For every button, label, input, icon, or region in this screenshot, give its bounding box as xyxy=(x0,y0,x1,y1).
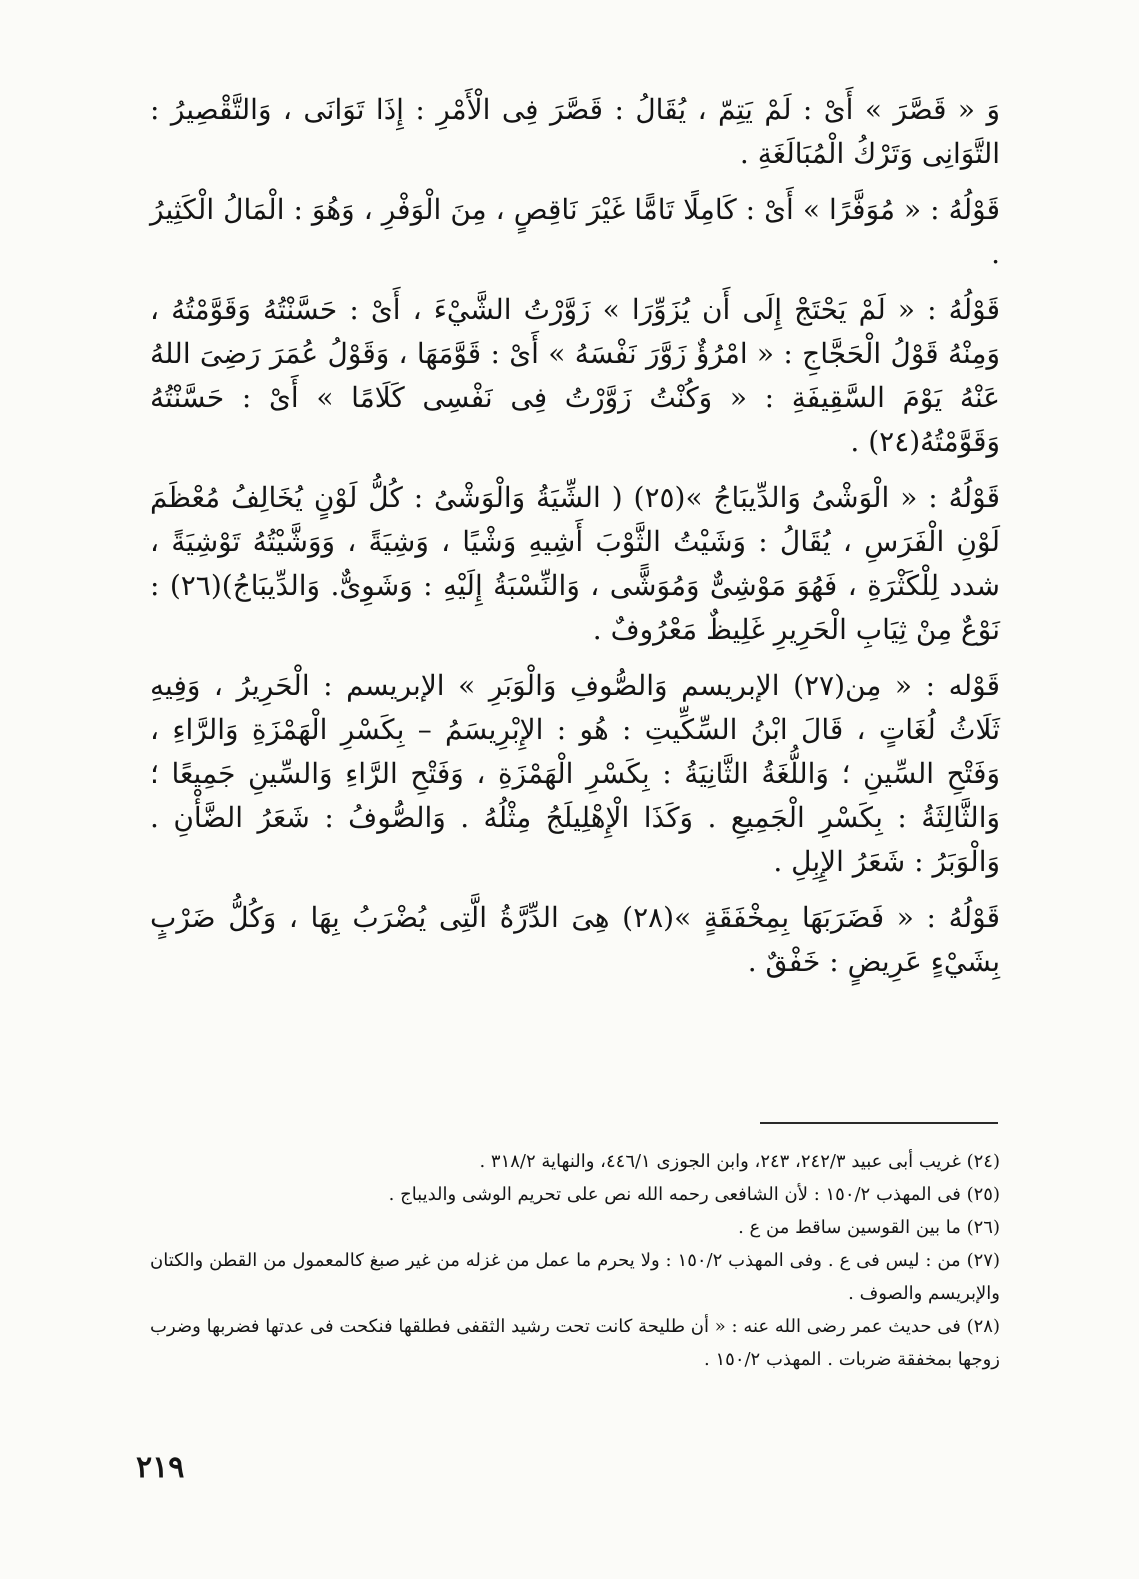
footnote-24: (٢٤) غريب أبى عبيد ٢٤٢/٣، ٢٤٣، وابن الجوزى ٤٤٦/١، والنهاية ٣١٨/٢ . xyxy=(479,1151,1000,1172)
paragraph-qassara: وَ « قَصَّرَ » أَىْ : لَمْ يَتِمّ ، يُقَالُ : قَصَّرَ فِى الْأَمْرِ : إِذَا تَوَانَى ، وَالتَّقْصِيرُ : التَّوَانِى وَتَرْكُ الْمُبَالَغَةِ . xyxy=(150,93,1000,170)
paragraph-muwaffaran: قَوْلُهُ : « مُوَفَّرًا » أَىْ : كَامِلًا تَامًّا غَيْرَ نَاقِصٍ ، مِنَ الْوَفْرِ ، وَهُوَ : الْمَالُ الْكَثِيرُ . xyxy=(150,193,1000,270)
paragraph-yuzawwira: قَوْلُهُ : « لَمْ يَحْتَجْ إِلَى أَن يُزَوِّرَا » زَوَّرْتُ الشَّيْءَ ، أَىْ : حَسَّنْتُهُ وَقَوَّمْتُهُ ، وَمِنْهُ قَوْلُ الْحَجَّاجِ : « امْرُؤٌ زَوَّرَ نَفْسَهُ » أَىْ : قَوَّمَهَا ، وَقَوْلُ عُمَرَ رَضِىَ اللهُ عَنْهُ يَوْمَ السَّقِيفَةِ : « وَكُنْتُ زَوَّرْتُ فِى نَفْسِى كَلَامًا » أَىْ : حَسَّنْتُهُ وَقَوَّمْتُهُ(٢٤) . xyxy=(150,293,1000,458)
footnote-28: (٢٨) فى حديث عمر رضى الله عنه : « أن طليحة كانت تحت رشيد الثقفى فطلقها فنكحت فى عدتها فضربها وضرب زوجها بمخفقة ضربات . المهذب ١٥٠/٢ . xyxy=(150,1316,1000,1370)
footnote-26: (٢٦) ما بين القوسين ساقط من ع . xyxy=(738,1217,1000,1238)
footnote-27: (٢٧) من : ليس فى ع . وفى المهذب ١٥٠/٢ : ولا يحرم ما عمل من غزله من غير صبغ كالمعمول من القطن والكتان والإبريسم والصوف . xyxy=(150,1250,1000,1304)
paragraph-ibrisam: قَوْله : « مِن(٢٧) الإبريسم وَالصُّوفِ وَالْوَبَرِ » الإبريسم : الْحَرِيرُ ، وَفِيهِ ثَلَاثُ لُغَاتٍ ، قَالَ ابْنُ السِّكِّيتِ : هُو : الإِبْرِيسَمُ – بِكَسْرِ الْهَمْزَةِ وَالرَّاءِ ، وَفَتْحِ السِّينِ ؛ وَاللُّغَةُ الثَّانِيَةُ : بِكَسْرِ الْهَمْزَةِ ، وَفَتْحِ الرَّاءِ وَالسِّينِ جَمِيعًا ؛ وَالثَّالِثَةُ : بِكَسْرِ الْجَمِيعِ . وَكَذَا الْإِهْلِيلَجُ مِثْلُهُ . وَالصُّوفُ : شَعَرُ الضَّأْنِ . وَالْوَبَرُ : شَعَرُ الإِبِلِ . xyxy=(150,669,1000,878)
footnote-separator xyxy=(760,1122,998,1124)
main-text xyxy=(150,88,1000,996)
paragraph-mikhfaqa: قَوْلُهُ : « فَضَرَبَهَا بِمِخْفَقَةٍ »(٢٨) هِىَ الدِّرَّةُ الَّتِى يُضْرَبُ بِهَا ، وَكُلُّ ضَرْبٍ بِشَيْءٍ عَرِيضٍ : خَفْقٌ . xyxy=(150,901,1000,978)
footnote-25: (٢٥) فى المهذب ١٥٠/٢ : لأن الشافعى رحمه الله نص على تحريم الوشى والديباج . xyxy=(388,1184,1000,1205)
footnotes xyxy=(150,1145,1000,1376)
paragraph-washy: قَوْلُهُ : « الْوَشْىُ وَالدِّيبَاجُ »(٢٥) ( الشِّيَةُ وَالْوَشْىُ : كُلُّ لَوْنٍ يُخَالِفُ مُعْظَمَ لَوْنِ الْفَرَسِ ، يُقَالُ : وَشَيْتُ الثَّوْبَ أَشِيهِ وَشْيًا ، وَشِيَةً ، وَوَشَّيْتُهُ تَوْشِيَةً ، شدد لِلْكَثْرَةِ ، فَهُوَ مَوْشِىٌّ وَمُوَشًّى ، وَالنِّسْبَةُ إِلَيْهِ : وَشَوِىٌّ. وَالدِّيبَاجُ)(٢٦) : نَوْعٌ مِنْ ثِيَابِ الْحَرِيرِ غَلِيظٌ مَعْرُوفٌ . xyxy=(150,481,1000,646)
page-number: ٢١٩ xyxy=(136,1450,185,1485)
